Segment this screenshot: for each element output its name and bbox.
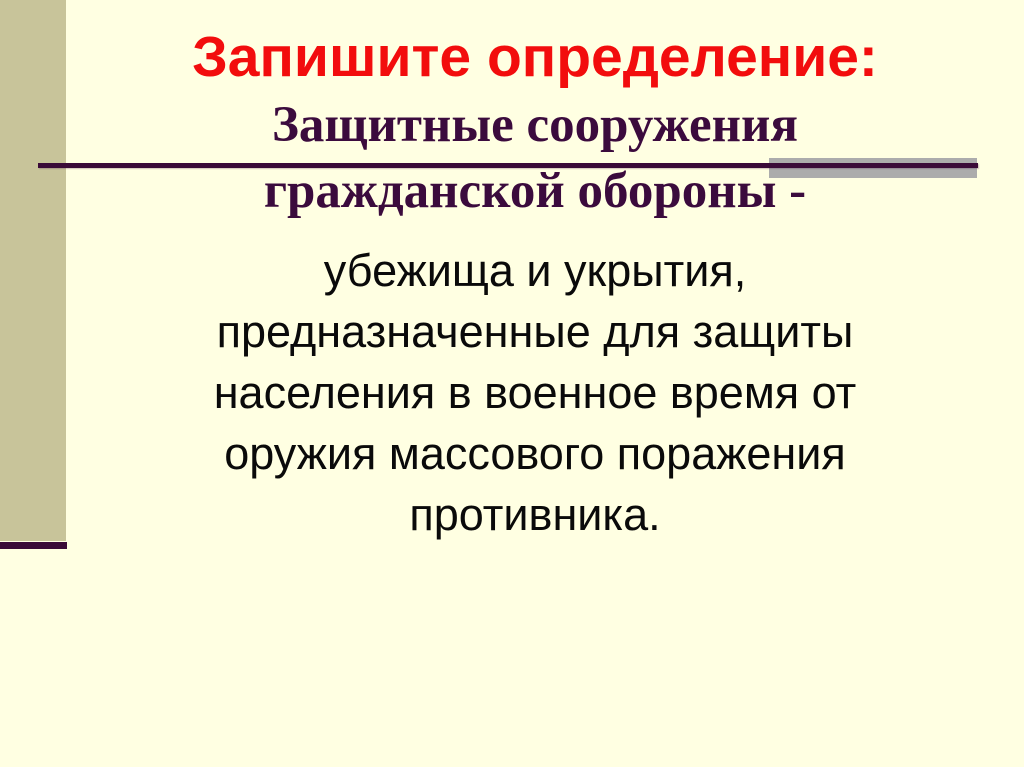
title-line-serif-1: Защитные сооружения xyxy=(272,97,798,153)
slide-body-text xyxy=(70,240,1000,545)
body-line: убежища и укрытия, xyxy=(323,245,747,296)
slide-title xyxy=(90,22,980,224)
left-accent-bar xyxy=(0,0,66,541)
body-line: предназначенные для защиты xyxy=(216,306,854,357)
body-line: оружия массового поражения xyxy=(224,428,846,479)
left-accent-bar-underline xyxy=(0,542,67,549)
title-line-serif-2: гражданской обороны - xyxy=(263,163,807,219)
body-line: противника. xyxy=(409,489,661,540)
body-line: населения в военное время от xyxy=(213,367,857,418)
title-line-red: Запишите определение: xyxy=(192,25,878,89)
